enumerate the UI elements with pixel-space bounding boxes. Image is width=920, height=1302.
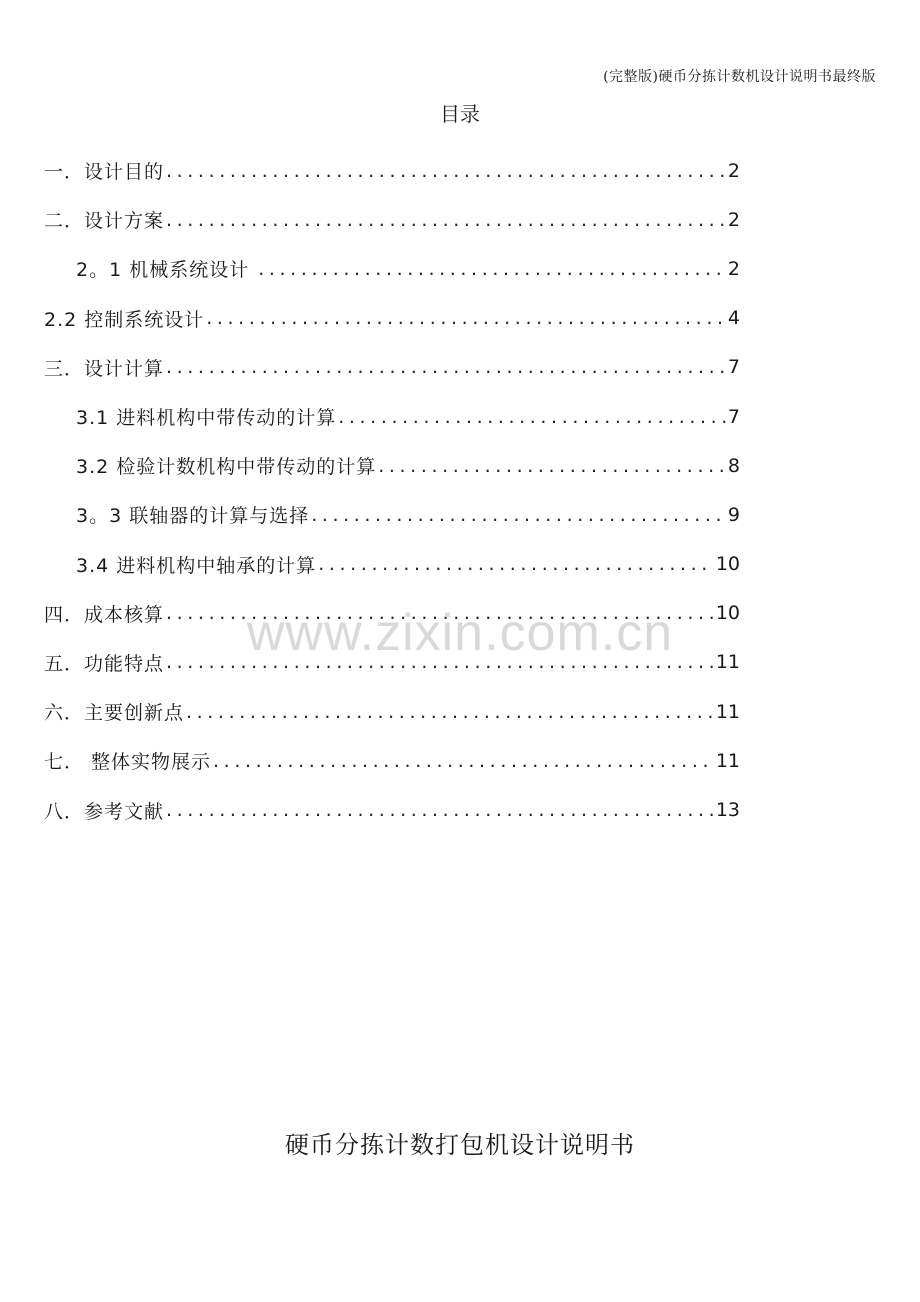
toc-entry-label: 3。3 联轴器的计算与选择	[76, 505, 310, 528]
toc-leader-dots	[166, 356, 726, 378]
toc-entry[interactable]	[44, 244, 740, 293]
toc-entry-label: 四．成本核算	[44, 603, 165, 626]
toc-leader-dots	[186, 701, 714, 723]
toc-leader-dots	[166, 799, 714, 821]
toc-leader-dots	[318, 553, 714, 575]
toc-entry[interactable]	[44, 294, 740, 343]
toc-entry-page-number: 8	[727, 454, 740, 477]
toc-entry[interactable]	[44, 785, 740, 834]
toc-leader-dots	[206, 307, 726, 329]
toc-entry[interactable]	[44, 490, 740, 539]
toc-entry-label: 一．设计目的	[44, 161, 165, 184]
toc-entry-label: 二．设计方案	[44, 210, 165, 233]
toc-entry[interactable]	[44, 736, 740, 785]
toc-title: 目录	[440, 102, 480, 126]
toc-entry-page-number: 11	[715, 749, 740, 772]
toc-entry[interactable]	[44, 540, 740, 589]
toc-entry[interactable]	[44, 195, 740, 244]
toc-entry-page-number: 2	[727, 159, 740, 182]
toc-entry-page-number: 9	[727, 503, 740, 526]
toc-entry-label: 五．功能特点	[44, 652, 165, 675]
document-title: 硬币分拣计数打包机设计说明书	[285, 1131, 635, 1159]
toc-entry-page-number: 11	[715, 700, 740, 723]
watermark: www.zixin.com.cn	[246, 604, 674, 662]
toc-entry-label: 三．设计计算	[44, 357, 165, 380]
toc-entry-page-number: 2	[727, 257, 740, 280]
toc-entry-label: 3.4 进料机构中轴承的计算	[76, 554, 317, 577]
toc-leader-dots	[311, 504, 726, 526]
toc-entry[interactable]	[44, 146, 740, 195]
toc-entry[interactable]	[44, 343, 740, 392]
toc-entry-page-number: 4	[727, 307, 740, 330]
toc-entry-label: 六．主要创新点	[44, 702, 185, 725]
toc-entry-page-number: 2	[727, 208, 740, 231]
toc-entry-page-number: 11	[715, 651, 740, 674]
toc-entry-label: 八．参考文献	[44, 800, 165, 823]
toc-entry[interactable]	[44, 687, 740, 736]
toc-entry-page-number: 10	[715, 553, 740, 576]
toc-leader-dots	[378, 455, 726, 477]
toc-entry-label: 2.2 控制系统设计	[44, 308, 205, 331]
toc-entry[interactable]	[44, 392, 740, 441]
toc-entry-page-number: 7	[727, 405, 740, 428]
toc-entry-label: 七． 整体实物展示	[44, 751, 212, 774]
toc-leader-dots	[338, 406, 726, 428]
toc-entry-label: 3.1 进料机构中带传动的计算	[76, 407, 337, 430]
toc-leader-dots	[166, 209, 726, 231]
table-of-contents	[44, 146, 740, 835]
toc-entry-page-number: 7	[727, 356, 740, 379]
toc-leader-dots	[166, 160, 726, 182]
toc-entry-page-number: 10	[715, 602, 740, 625]
toc-entry-page-number: 13	[715, 799, 740, 822]
running-header: (完整版)硬币分拣计数机设计说明书最终版	[603, 69, 876, 85]
toc-entry-label: 3.2 检验计数机构中带传动的计算	[76, 456, 377, 479]
toc-entry[interactable]	[44, 441, 740, 490]
toc-entry-label: 2。1 机械系统设计	[76, 259, 257, 282]
toc-leader-dots	[258, 258, 726, 280]
toc-leader-dots	[213, 750, 714, 772]
